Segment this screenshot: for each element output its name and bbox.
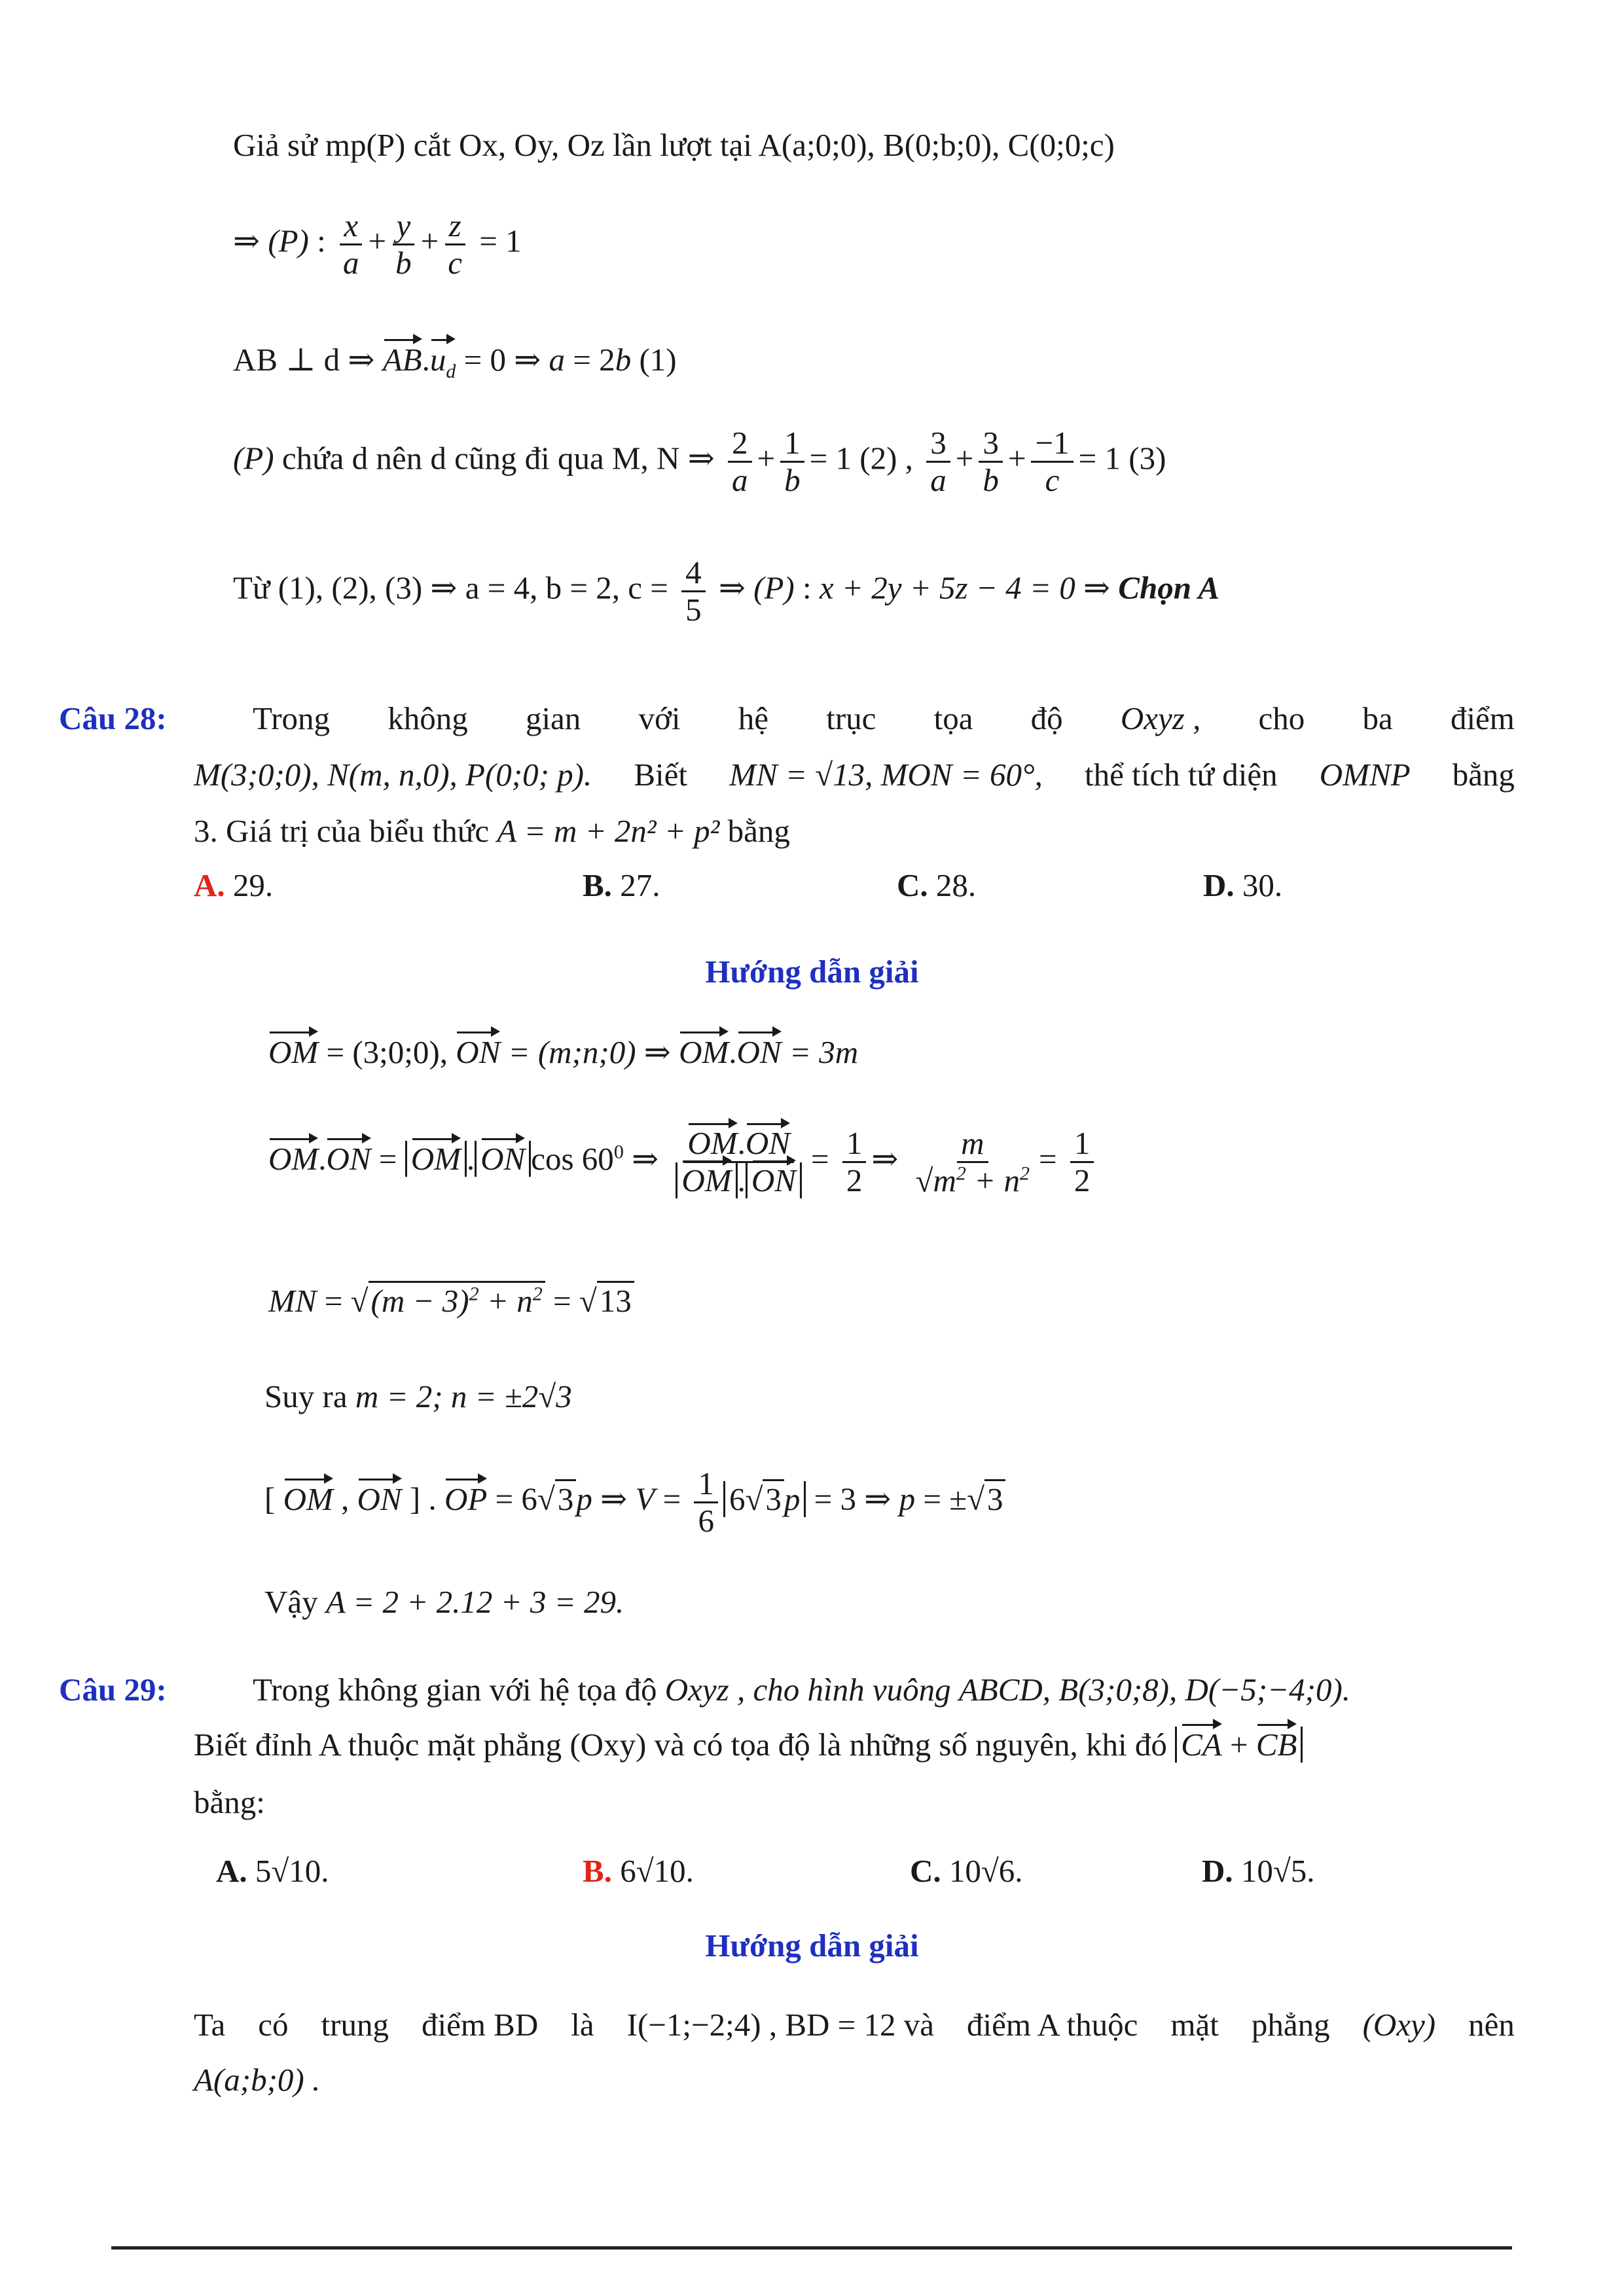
q28-sol-line1: OM = (3;0;0), ON = (m;n;0) ⇒ OM.ON = 3m <box>268 1034 859 1070</box>
prev-line-1: Giả sử mp(P) cắt Ox, Oy, Oz lần lượt tại A(a;0;0), B(0;b;0), C(0;0;c) <box>233 127 1115 163</box>
q28-sol-line6: Vậy A = 2 + 2.12 + 3 = 29. <box>264 1584 624 1620</box>
q29-stem-line1: Trong không gian với hệ tọa độ Oxyz , cho hình vuông ABCD, B(3;0;8), D(−5;−4;0). <box>253 1672 1351 1708</box>
q28-stem-line3: 3. Giá trị của biểu thức A = m + 2n² + p² bằng <box>194 813 790 849</box>
q28-sol-line3: MN = $√(m - 3)^2 + n^2 = √13$ <box>268 1283 634 1319</box>
q29-sol-line1: Ta có trung điểm BD là I(−1;−2;4) , BD = 12 và điểm A thuộc mặt phẳng (Oxy) nên <box>194 2007 1515 2043</box>
q28-label: Câu 28: <box>59 700 167 736</box>
q29-stem-line3: bằng: <box>194 1784 265 1820</box>
q29-guide-heading: Hướng dẫn giải <box>705 1928 919 1964</box>
footer-rule <box>111 2246 1512 2250</box>
q28-sol-line5: [ OM , ON ] . OP = 6√3p ⇒ V = $\frac{1}{6}$ 6√3p = 3 ⇒ p = ±√3 <box>264 1466 1005 1539</box>
q28-stem-line2: M(3;0;0), N(m, n,0), P(0;0; p). Biết MN = √13, MON = 60°, thể tích tứ diện OMNP bằng <box>194 757 1515 793</box>
q28-option-a[interactable]: A. 29. <box>194 867 274 903</box>
q29-option-d[interactable]: D. 10√5. <box>1202 1853 1315 1889</box>
q28-stem-line1: Trong không gian với hệ trục tọa độ Oxyz , cho ba điểm <box>253 700 1515 736</box>
q28-sol-line2: OM.ON = OM . ON $\cos 60^0$ ⇒ $\frac{OM.ON}{OM . ON}$ = $\frac{1}{2}$ ⇒ $\frac{m}{√m^2 + n^2}$ = $\frac{1}{2}$ <box>268 1126 1099 1198</box>
q29-stem-line2: Biết đỉnh A thuộc mặt phẳng (Oxy) và có tọa độ là những số nguyên, khi đó CA + CB <box>194 1727 1303 1763</box>
prev-line-5: Từ (1), (2), (3) ⇒ a = 4, b = 2, c = $\frac{4}{5}$ ⇒ (P) : x + 2y + 5z − 4 = 0 ⇒ Chọn A <box>233 554 1220 628</box>
q28-sol-line4: Suy ra m = 2; n = ±2√3 <box>264 1378 572 1414</box>
prev-line-3: AB ⊥ d ⇒ $AB.u_d = 0$ ⇒ a = 2b (1) <box>233 342 677 382</box>
q28-guide-heading: Hướng dẫn giải <box>705 954 919 990</box>
q29-option-b[interactable]: B. 6√10. <box>583 1853 694 1889</box>
q28-option-b[interactable]: B. 27. <box>583 867 660 903</box>
q28-option-c[interactable]: C. 28. <box>897 867 977 903</box>
q28-option-d[interactable]: D. 30. <box>1203 867 1283 903</box>
q29-option-c[interactable]: C. 10√6. <box>910 1853 1023 1889</box>
prev-line-4: (P) chứa d nên d cũng đi qua M, N ⇒ $\frac{2}{a}$ + $\frac{1}{b}$ = 1 (2) , $\frac{3}{a}$ + $\frac{3}{b}$ + $\frac{-1}{c}$ = 1 (3) <box>233 425 1166 498</box>
q29-label: Câu 29: <box>59 1672 167 1708</box>
q29-option-a[interactable]: A. 5√10. <box>216 1853 329 1889</box>
q29-sol-line2: A(a;b;0) . <box>194 2062 321 2098</box>
prev-line-2: ⇒ (P) : $\frac{x}{a}$ + $\frac{y}{b}$ + $\frac{z}{c}$ = 1 <box>233 207 522 281</box>
